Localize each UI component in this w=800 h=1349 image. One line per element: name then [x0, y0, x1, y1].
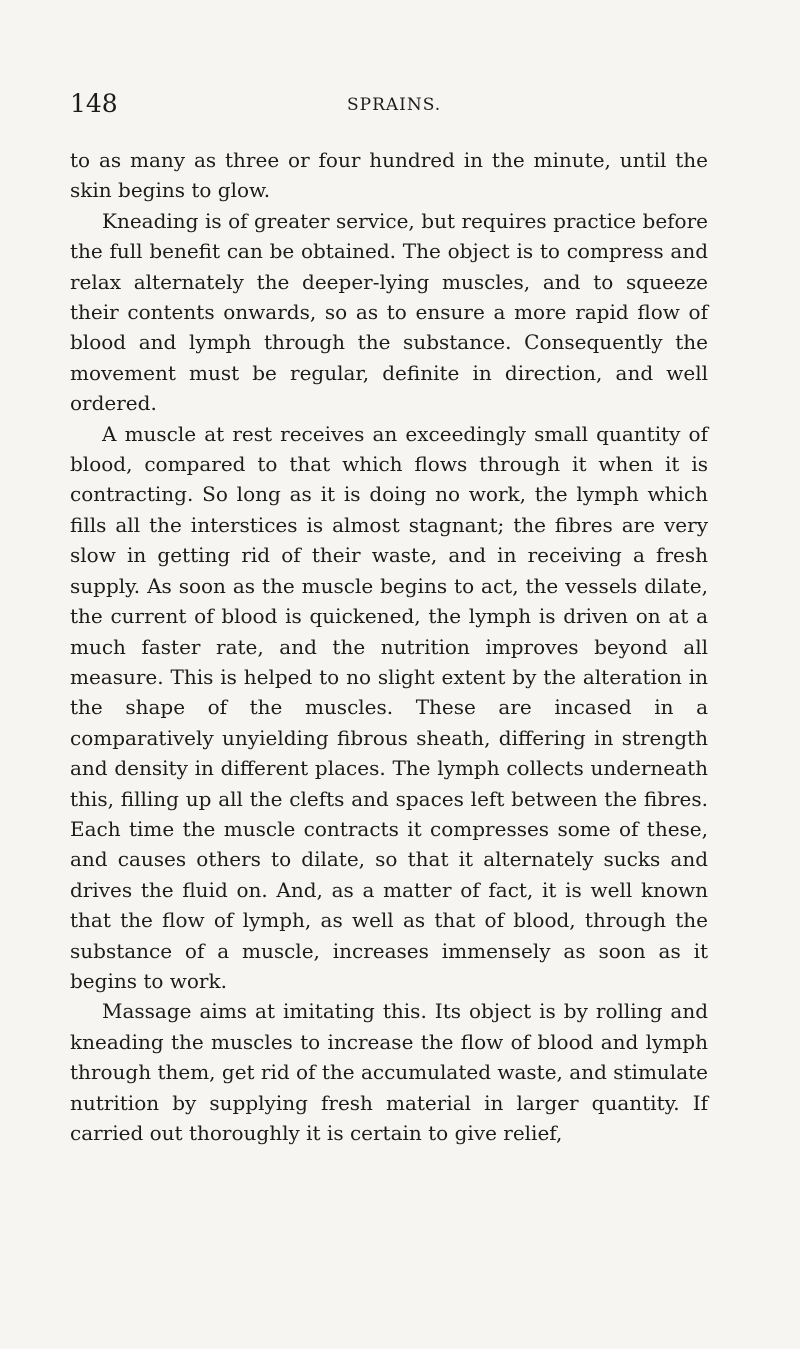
page-number: 148	[70, 89, 118, 118]
paragraph-massage: Massage aims at imitating this. Its object is by rolling and kneading the muscles to increase the flow of blood and lymph through them, get rid of the accumulated waste, and stimulate nutrition by supplying fresh material in larger quantity. If carried out thoroughly it is certain to give relief,	[70, 999, 708, 1145]
body-text	[70, 145, 708, 1148]
paragraph-continued: to as many as three or four hundred in the minute, until the skin begins to glow.	[70, 148, 708, 203]
paragraph-kneading: Kneading is of greater service, but requires practice before the full benefit can be obtained. The object is to compress and relax alternately the deeper-lying muscles, and to squeeze their contents onwards, so as to ensure a more rapid flow of blood and lymph through the substance. Consequently the movement must be regular, definite in direction, and well ordered.	[70, 208, 708, 416]
page-header	[70, 88, 708, 122]
paragraph-muscle-at-rest: A muscle at rest receives an exceedingly small quantity of blood, compared to that which flows through it when it is contracting. So long as it is doing no work, the lymph which fills all the interstices is almost stagnant; the fibres are very slow in getting rid of their waste, and in receiving a fresh supply. As soon as the muscle begins to act, the vessels dilate, the current of blood is quickened, the lymph is driven on at a much faster rate, and the nutrition improves beyond all measure. This is helped to no slight extent by the alteration in the shape of the muscles. These are incased in a comparatively unyielding fibrous sheath, differing in strength and density in different places. The lymph collects underneath this, filling up all the clefts and spaces left between the fibres. Each time the muscle contracts it compresses some of these, and causes others to dilate, so that it alternately sucks and drives the fluid on. And, as a matter of fact, it is well known that the flow of lymph, as well as that of blood, through the substance of a muscle, increases immensely as soon as it begins to work.	[70, 421, 708, 993]
running-head: SPRAINS.	[347, 95, 442, 115]
